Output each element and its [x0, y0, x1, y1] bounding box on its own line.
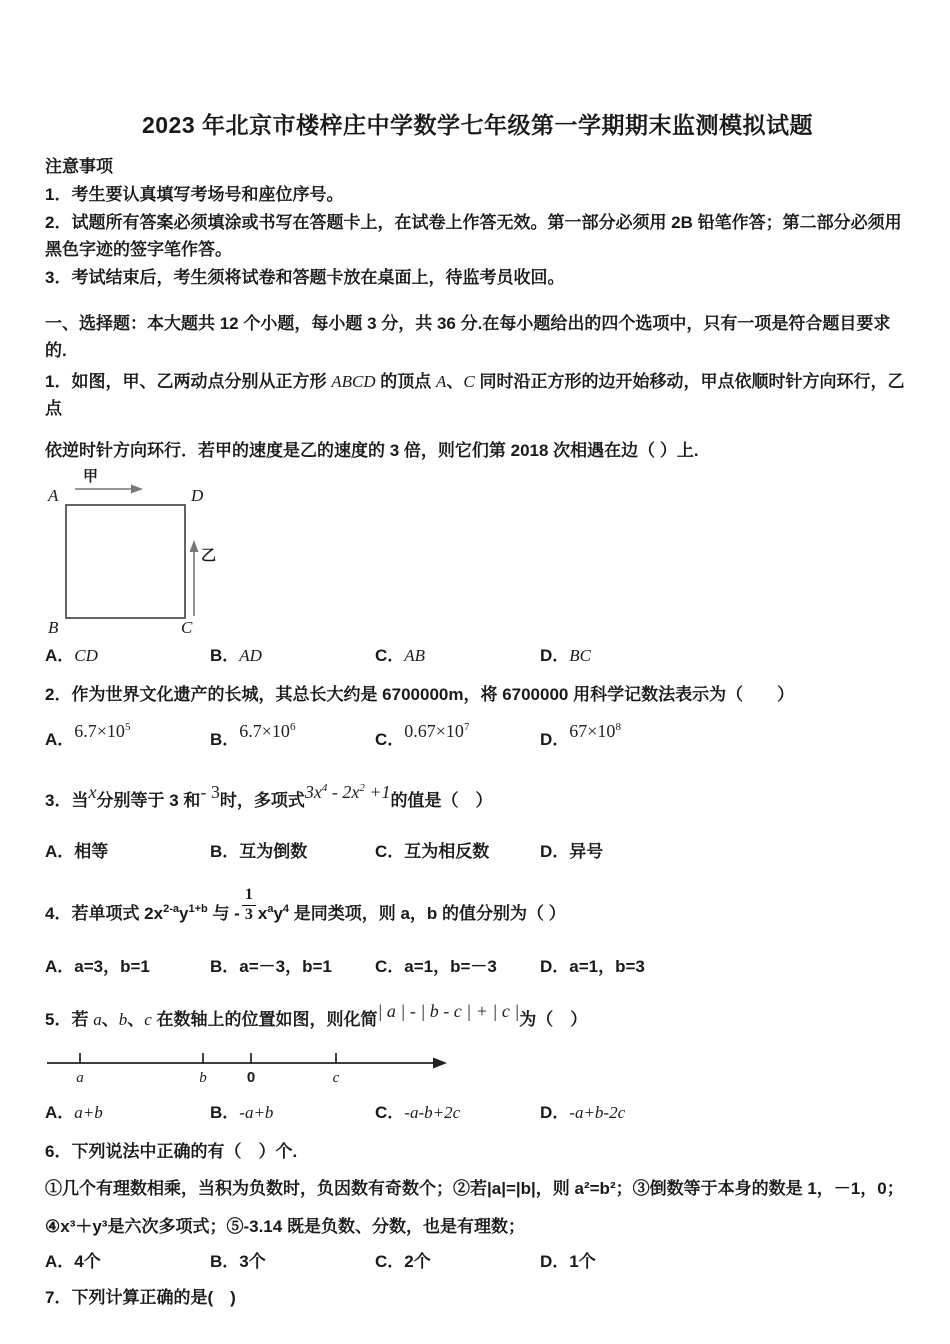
q1-option-b — [210, 642, 375, 669]
q6-option-c — [375, 1248, 540, 1275]
q5-var-b: b — [118, 1009, 128, 1029]
option-text: AD — [239, 646, 262, 665]
q1-square-name: ABCD — [331, 372, 376, 391]
numberline-label-a: a — [76, 1069, 84, 1086]
poly-part: 3x — [304, 782, 322, 802]
exponent: 4 — [282, 903, 290, 916]
q3-stem-text: 分别等于 3 和 — [96, 791, 201, 810]
q3-stem-text: 3．当 — [45, 791, 89, 810]
q3-stem — [45, 782, 910, 814]
poly-part: +1 — [364, 782, 391, 802]
option-label: C． — [375, 842, 405, 861]
square-shape — [66, 505, 185, 618]
corner-label-b: B — [48, 618, 59, 636]
q5-stem — [45, 1000, 910, 1033]
option-label: B． — [210, 646, 240, 665]
q3-option-d — [540, 838, 603, 865]
q3-options — [45, 838, 910, 865]
q5-abs-expression: | a | - | b - c | + | c | — [377, 1000, 520, 1021]
fraction-denominator: 3 — [244, 905, 253, 923]
q2-options — [45, 721, 910, 753]
numberline-label-c: c — [332, 1069, 340, 1086]
page-title: 2023 年北京市楼梓庄中学数学七年级第一学期期末监测模拟试题 — [141, 112, 814, 138]
exponent: a — [267, 903, 274, 916]
number-line-axis — [47, 1057, 447, 1068]
option-text: -a+b-2c — [569, 1102, 626, 1122]
q1-stem-text: 、 — [446, 372, 464, 391]
option-label: D． — [540, 842, 570, 861]
q5-numberline-figure — [45, 1045, 465, 1091]
corner-label-a: A — [48, 486, 59, 505]
q4-stem-text: 是同类项，则 a，b 的值分别为（ ） — [289, 903, 566, 923]
q6-statements-line1: ①几个有理数相乘，当积为负数时，负因数有奇数个；②若|a|=|b|，则 a²=b²；③倒数等于本身的数是 1，－1，0； — [45, 1178, 904, 1198]
notice-heading: 注意事项 — [45, 157, 113, 176]
corner-label-c: C — [181, 618, 193, 636]
q4-option-a — [45, 953, 210, 980]
option-text: 1个 — [569, 1251, 596, 1271]
q5-var-c: c — [144, 1009, 152, 1029]
option-text: 3个 — [239, 1251, 266, 1271]
option-label: D． — [540, 1251, 570, 1271]
option-formula: 6.7×10 — [74, 721, 125, 741]
q4-stem-text: y — [273, 903, 283, 923]
q3-option-a — [45, 838, 210, 865]
exponent: 7 — [463, 721, 470, 733]
q1-options — [45, 642, 910, 669]
option-label: B． — [210, 1251, 240, 1271]
option-formula: 6.7×10 — [239, 721, 290, 741]
option-label: A． — [45, 1251, 75, 1271]
notice-item-1: 1．考生要认真填写考场号和座位序号。 — [45, 185, 344, 204]
option-formula: 67×10 — [569, 721, 616, 741]
q3-stem-text: 的值是（ ） — [390, 791, 493, 810]
option-text: CD — [74, 646, 98, 665]
q5-var-a: a — [93, 1009, 102, 1029]
q4-options — [45, 953, 910, 980]
q3-option-c — [375, 838, 540, 865]
poly-part: - 2x — [327, 782, 360, 802]
jia-label: 甲 — [83, 468, 99, 485]
q7-stem: 7．下列计算正确的是( ) — [45, 1287, 236, 1307]
option-text: AB — [404, 646, 426, 665]
option-text: -a-b+2c — [404, 1102, 461, 1122]
q1-stem-text: 1．如图，甲、乙两动点分别从正方形 — [45, 372, 332, 391]
option-label: A． — [45, 646, 75, 665]
numberline-label-zero: 0 — [246, 1068, 256, 1086]
q1-stem-text: 同时沿正方形的边开始移动，甲点依顺时针方向环行，乙点 — [45, 372, 905, 418]
q4-stem-text: x — [257, 903, 268, 923]
q5-options — [45, 1099, 910, 1126]
q6-stem: 6．下列说法中正确的有（ ）个. — [45, 1141, 298, 1161]
exponent: 8 — [615, 721, 621, 733]
option-label: D． — [540, 730, 570, 749]
q4-stem — [45, 887, 910, 927]
q4-option-b — [210, 953, 375, 980]
fraction-numerator: 1 — [242, 887, 256, 906]
exponent: 2 — [359, 782, 365, 794]
option-label: B． — [210, 842, 240, 861]
yi-label: 乙 — [201, 547, 217, 564]
q6-option-d — [540, 1248, 596, 1275]
option-text: BC — [569, 646, 592, 665]
q6-options — [45, 1248, 910, 1275]
option-label: B． — [210, 956, 240, 976]
upward-arrow-icon — [190, 540, 199, 616]
q6-option-b — [210, 1248, 375, 1275]
axis-arrow-icon — [433, 1057, 447, 1068]
option-formula: 0.67×10 — [404, 721, 464, 741]
q5-stem-text: 5．若 — [45, 1009, 94, 1029]
q5-option-d — [540, 1099, 625, 1126]
q1-option-d — [540, 642, 591, 669]
option-label: A． — [45, 956, 75, 976]
q3-var-x: x — [88, 782, 97, 802]
fraction-one-third — [242, 887, 256, 924]
option-label: D． — [540, 646, 570, 665]
option-text: 互为相反数 — [404, 842, 490, 861]
option-text: 相等 — [74, 842, 109, 861]
option-label: D． — [540, 1102, 570, 1122]
option-label: B． — [210, 1102, 240, 1122]
q4-stem-text: 4．若单项式 2x — [45, 903, 164, 923]
q1-vertex-c: C — [463, 372, 475, 391]
q1-stem-line2: 依逆时针方向环行．若甲的速度是乙的速度的 3 倍，则它们第 2018 次相遇在边（ ）上. — [45, 441, 699, 460]
q3-polynomial — [305, 782, 391, 802]
q2-option-a — [45, 721, 210, 753]
rightward-arrow-icon — [75, 485, 143, 494]
option-label: A． — [45, 842, 75, 861]
option-label: C． — [375, 1251, 405, 1271]
q5-option-c — [375, 1099, 540, 1126]
notice-item-3: 3．考试结束后，考生须将试卷和答题卡放在桌面上，待监考员收回。 — [45, 268, 565, 287]
option-label: C． — [375, 1102, 405, 1122]
q1-vertex-a: A — [436, 372, 447, 391]
exponent: 1+b — [188, 903, 208, 916]
q5-stem-text: 在数轴上的位置如图，则化简 — [151, 1009, 378, 1029]
exponent: 2-a — [163, 903, 179, 916]
q3-stem-text: 时，多项式 — [219, 791, 305, 810]
numberline-label-b: b — [199, 1069, 207, 1086]
q2-option-d — [540, 721, 621, 753]
option-text: -a+b — [239, 1102, 274, 1122]
q3-neg3: - 3 — [200, 782, 220, 802]
q1-stem-line1 — [45, 368, 910, 422]
section-heading: 一、选择题：本大题共 12 个小题，每小题 3 分，共 36 分.在每小题给出的四个选项中，只有一项是符合题目要求的. — [45, 314, 891, 360]
q5-stem-text: 、 — [127, 1009, 145, 1029]
exponent: 6 — [289, 721, 296, 733]
option-text: a=1，b=3 — [569, 956, 645, 976]
exponent: 4 — [321, 782, 328, 794]
option-label: A． — [45, 730, 75, 749]
option-label: C． — [375, 956, 405, 976]
q1-option-a — [45, 642, 210, 669]
notice-item-2: 2．试题所有答案必须填涂或书写在答题卡上，在试卷上作答无效。第一部分必须用 2B 铅笔作答；第二部分必须用黑色字迹的签字笔作答。 — [45, 213, 902, 259]
exponent: 5 — [124, 721, 131, 733]
option-label: D． — [540, 956, 570, 976]
option-label: B． — [210, 730, 240, 749]
q1-option-c — [375, 642, 540, 669]
q6-option-a — [45, 1248, 210, 1275]
option-text: 异号 — [569, 842, 604, 861]
q5-stem-text: 为（ ） — [519, 1009, 588, 1029]
option-text: a+b — [74, 1102, 103, 1122]
q5-option-b — [210, 1099, 375, 1126]
option-text: a=3，b=1 — [74, 956, 150, 976]
q4-stem-text: y — [179, 903, 189, 923]
option-text: 4个 — [74, 1251, 101, 1271]
corner-label-d: D — [191, 486, 204, 505]
option-text: 2个 — [404, 1251, 431, 1271]
q6-statements-line2: ④x³＋y³是六次多项式；⑤-3.14 既是负数、分数，也是有理数； — [45, 1216, 525, 1236]
option-label: C． — [375, 730, 405, 749]
q4-option-d — [540, 953, 645, 980]
option-text: 互为倒数 — [239, 842, 308, 861]
q4-stem-text: 与 - — [207, 903, 240, 923]
q2-option-c — [375, 721, 540, 753]
q1-stem-text: 的顶点 — [375, 372, 437, 391]
option-text: a=1，b=－3 — [404, 956, 497, 976]
q5-stem-text: 、 — [101, 1009, 119, 1029]
q2-option-b — [210, 721, 375, 753]
q2-stem: 2．作为世界文化遗产的长城，其总长大约是 6700000m，将 6700000 用科学记数法表示为（ ） — [45, 685, 795, 704]
option-label: A． — [45, 1102, 75, 1122]
q1-square-figure — [45, 468, 275, 636]
option-label: C． — [375, 646, 405, 665]
q5-option-a — [45, 1099, 210, 1126]
option-text: a=－3，b=1 — [239, 956, 332, 976]
q3-option-b — [210, 838, 375, 865]
q4-option-c — [375, 953, 540, 980]
